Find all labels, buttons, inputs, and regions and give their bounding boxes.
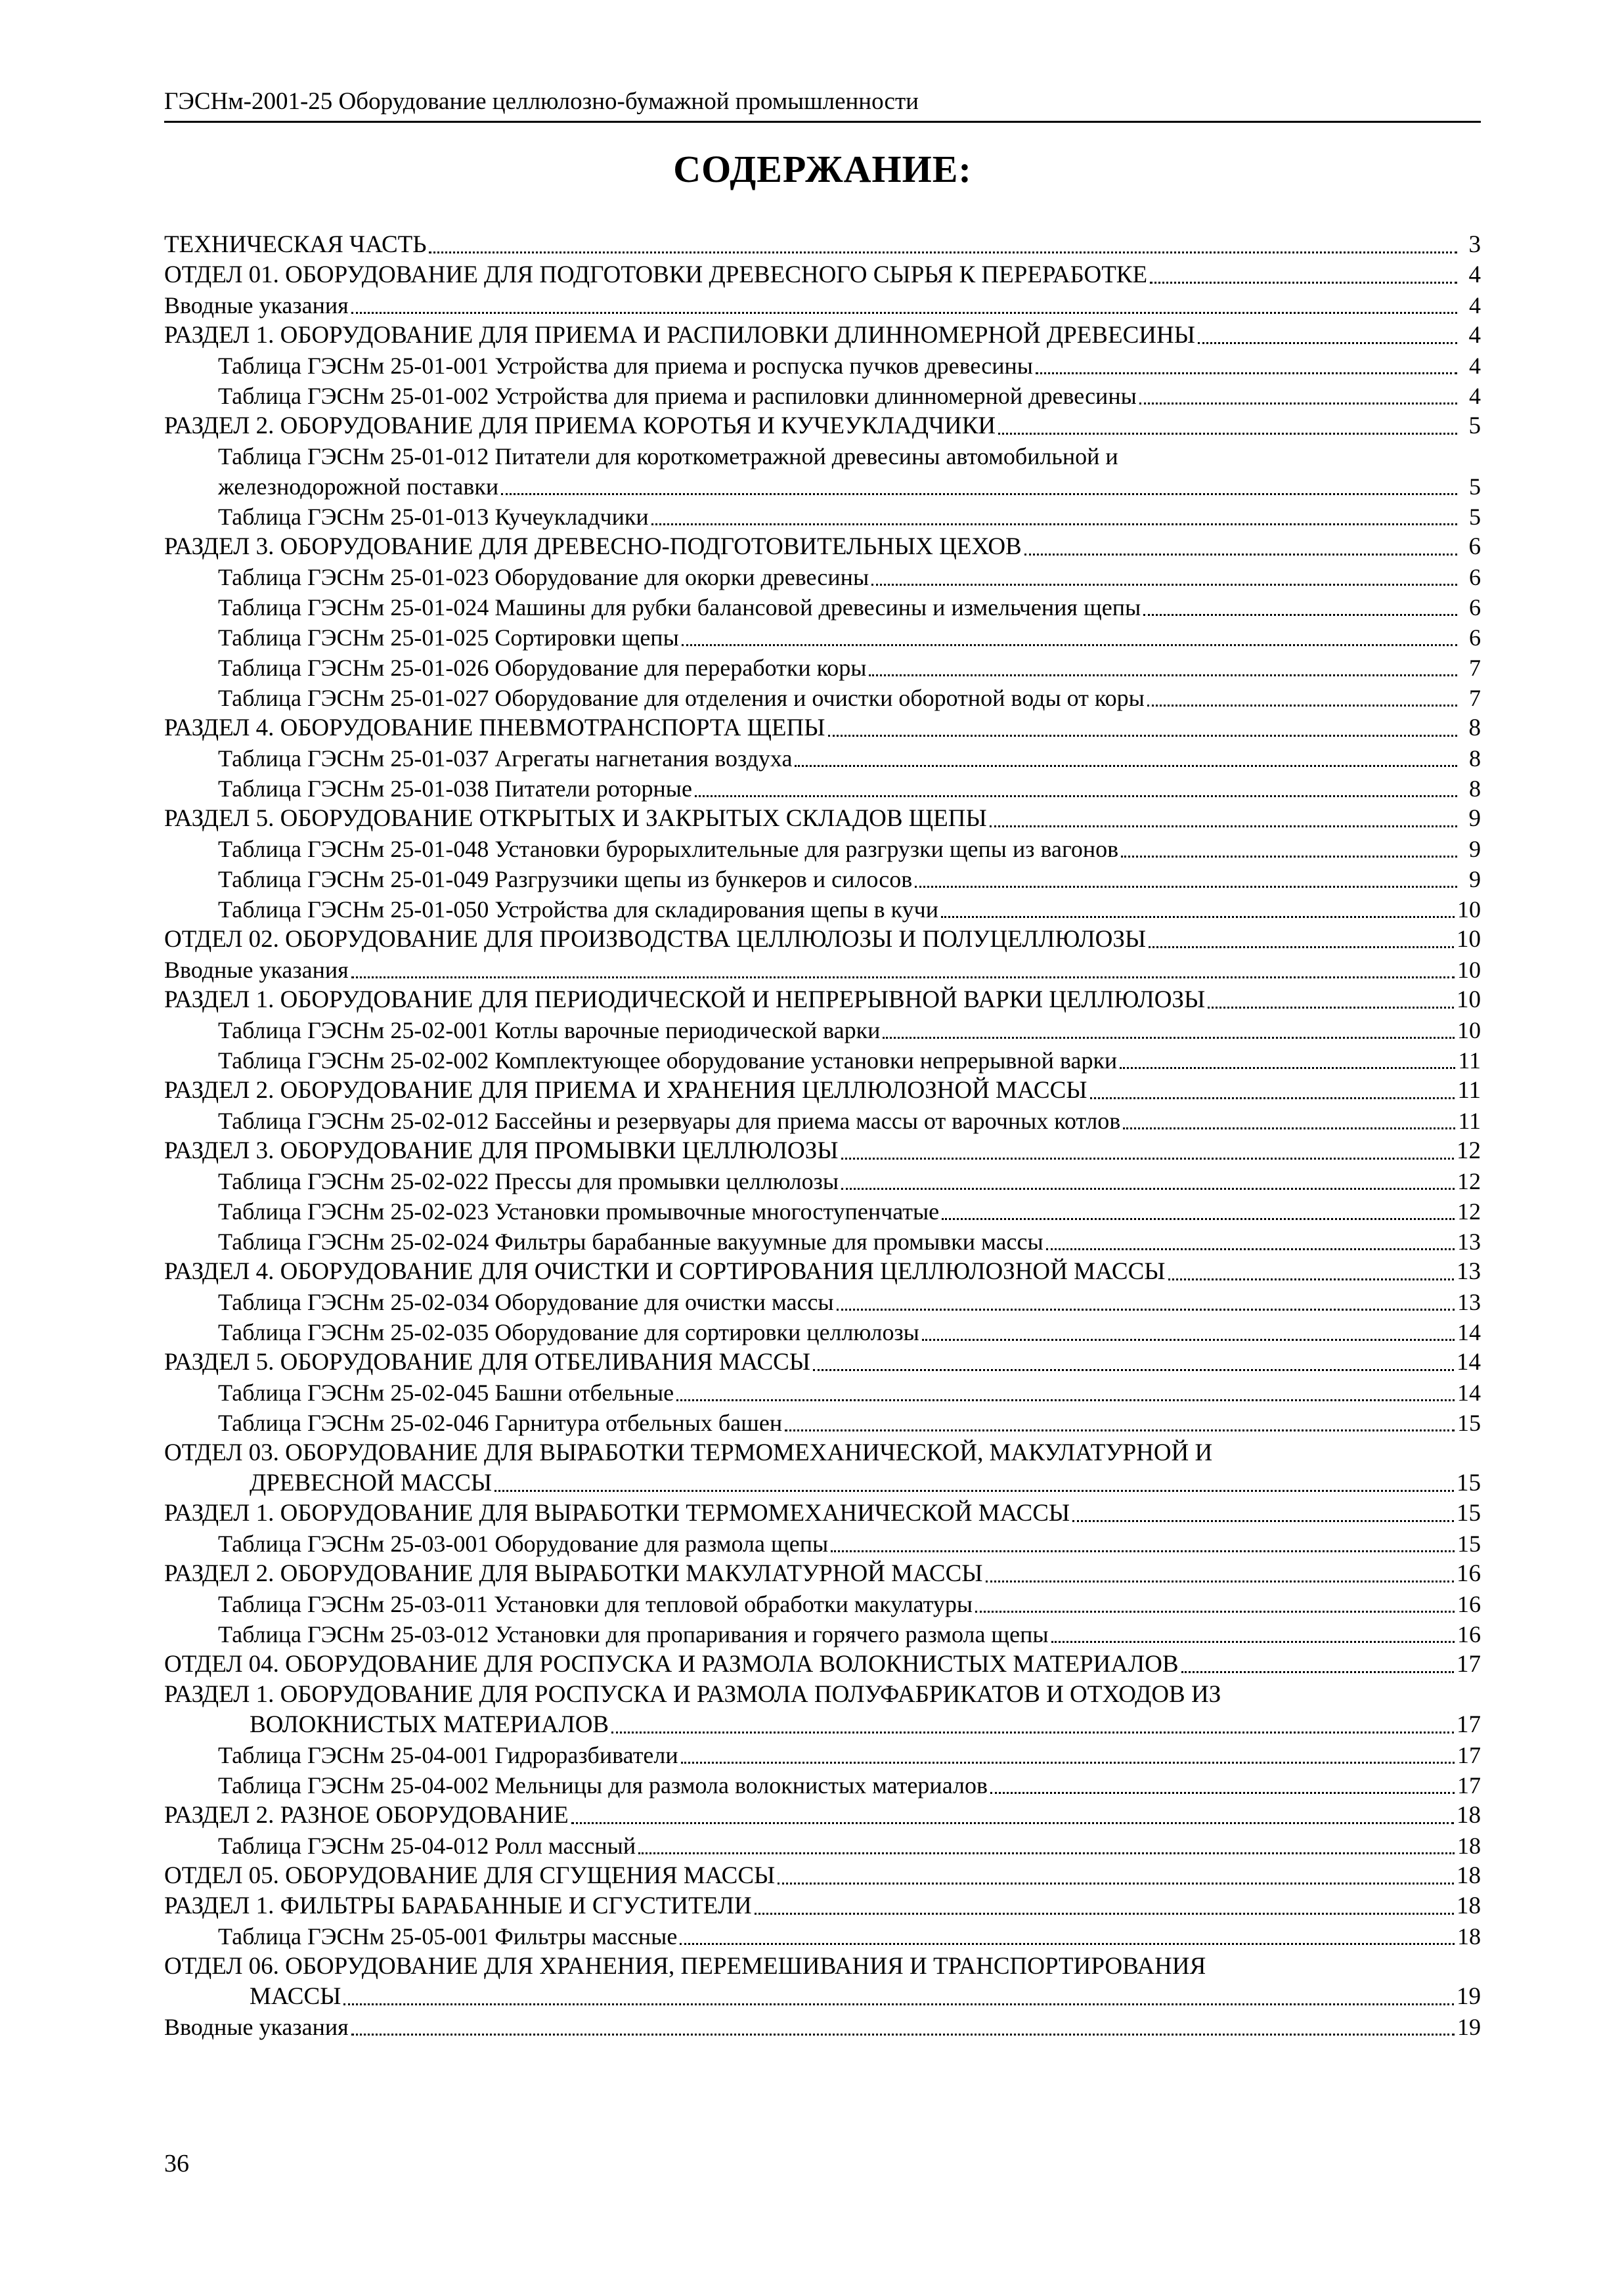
toc-entry-line: РАЗДЕЛ 1. ОБОРУДОВАНИЕ ДЛЯ РОСПУСКА И РАЗМОЛА ПОЛУФАБРИКАТОВ И ОТХОДОВ ИЗ [164, 1681, 1221, 1708]
toc-entry-title: Таблица ГЭСНм 25-05-001 Фильтры массные [218, 1923, 678, 1950]
toc-entry[interactable] [164, 1408, 1481, 1438]
toc-page-number: 16 [1457, 1621, 1481, 1647]
toc-entry-title: РАЗДЕЛ 1. ФИЛЬТРЫ БАРАБАННЫЕ И СГУСТИТЕЛИ [164, 1892, 752, 1919]
toc-page-number: 6 [1469, 564, 1481, 590]
toc-leader [915, 886, 1457, 888]
toc-leader [1208, 1007, 1454, 1009]
toc-leader [429, 251, 1457, 253]
toc-page-number: 5 [1469, 473, 1481, 500]
toc-entry[interactable] [164, 351, 1481, 381]
toc-entry-title: Таблица ГЭСНм 25-02-001 Котлы варочные периодической варки [218, 1017, 881, 1043]
toc-entry-title: РАЗДЕЛ 4. ОБОРУДОВАНИЕ ПНЕВМОТРАНСПОРТА ЩЕПЫ [164, 714, 825, 741]
toc-page-number: 12 [1457, 1168, 1481, 1194]
toc-leader [941, 916, 1455, 918]
toc-entry[interactable] [164, 1287, 1481, 1317]
toc-entry-title: Таблица ГЭСНм 25-01-027 Оборудование для отделения и очистки оборотной воды от коры [218, 685, 1145, 711]
toc-entry[interactable] [164, 562, 1481, 592]
toc-leader [922, 1339, 1455, 1341]
page-title: СОДЕРЖАНИЕ: [673, 148, 972, 190]
toc-leader [1036, 372, 1457, 374]
toc-entry[interactable] [164, 1257, 1481, 1287]
toc-entry[interactable] [164, 1529, 1481, 1559]
toc-entry[interactable] [164, 1227, 1481, 1257]
toc-entry[interactable] [164, 1136, 1481, 1166]
toc-leader [1121, 856, 1457, 858]
toc-leader [1149, 946, 1454, 948]
toc-leader [871, 584, 1457, 586]
toc-entry[interactable] [164, 1831, 1481, 1861]
toc-entry[interactable] [164, 1166, 1481, 1196]
toc-leader [638, 1852, 1455, 1854]
toc-page-number: 6 [1468, 533, 1481, 560]
toc-leader [494, 1490, 1454, 1492]
toc-entry[interactable] [164, 592, 1481, 622]
toc-leader [351, 976, 1455, 978]
toc-leader [1051, 1641, 1455, 1643]
toc-entry[interactable] [164, 290, 1481, 320]
toc-entry[interactable] [164, 1347, 1481, 1378]
toc-entry-title [218, 441, 1460, 502]
toc-leader [795, 765, 1457, 767]
toc-page-number: 19 [1457, 1983, 1481, 2010]
toc-entry-title: Таблица ГЭСНм 25-01-037 Агрегаты нагнетания воздуха [218, 745, 793, 772]
toc-entry[interactable] [164, 1559, 1481, 1589]
toc-entry[interactable] [164, 1951, 1481, 2012]
toc-leader [998, 433, 1457, 435]
toc-entry-continuation: МАССЫ [250, 1983, 341, 2010]
toc-page-number: 12 [1457, 1137, 1481, 1164]
toc-page-number: 6 [1469, 624, 1481, 651]
toc-entry-title: РАЗДЕЛ 5. ОБОРУДОВАНИЕ ОТКРЫТЫХ И ЗАКРЫТЫХ СКЛАДОВ ЩЕПЫ [164, 805, 987, 832]
toc-entry-title: Таблица ГЭСНм 25-01-001 Устройства для приема и роспуска пучков древесины [218, 353, 1033, 379]
toc-entry[interactable] [164, 502, 1481, 532]
toc-entry-title: РАЗДЕЛ 3. ОБОРУДОВАНИЕ ДЛЯ ДРЕВЕСНО-ПОДГОТОВИТЕЛЬНЫХ ЦЕХОВ [164, 533, 1022, 560]
toc-leader [837, 1309, 1455, 1311]
toc-entry[interactable] [164, 320, 1481, 351]
toc-entry[interactable] [164, 1045, 1481, 1076]
toc-leader [695, 795, 1457, 797]
toc-page-number: 8 [1468, 714, 1481, 741]
toc-page-number: 17 [1457, 1651, 1481, 1678]
toc-leader [1072, 1520, 1454, 1522]
toc-entry-line: ОТДЕЛ 03. ОБОРУДОВАНИЕ ДЛЯ ВЫРАБОТКИ ТЕРМОМЕХАНИЧЕСКОЙ, МАКУЛАТУРНОЙ И [164, 1439, 1213, 1466]
toc-entry-title: Вводные указания [164, 292, 349, 318]
toc-page-number: 6 [1469, 594, 1481, 621]
toc-entry-title: Таблица ГЭСНм 25-02-035 Оборудование для сортировки целлюлозы [218, 1319, 919, 1345]
toc-entry-title: Таблица ГЭСНм 25-02-022 Прессы для промывки целлюлозы [218, 1168, 839, 1194]
toc-entry[interactable] [164, 1378, 1481, 1408]
toc-page-number: 10 [1457, 957, 1481, 983]
toc-page-number: 19 [1457, 2014, 1481, 2040]
toc-entry-title: Таблица ГЭСНм 25-02-012 Бассейны и резервуары для приема массы от варочных котлов [218, 1108, 1121, 1134]
toc-leader [755, 1913, 1454, 1915]
toc-entry[interactable] [164, 925, 1481, 955]
toc-entry-title: РАЗДЕЛ 5. ОБОРУДОВАНИЕ ДЛЯ ОТБЕЛИВАНИЯ МАССЫ [164, 1349, 811, 1376]
toc-page-number: 15 [1457, 1470, 1481, 1496]
toc-entry[interactable] [164, 1800, 1481, 1831]
toc-entry[interactable] [164, 743, 1481, 774]
toc-page-number: 7 [1469, 655, 1481, 681]
toc-leader [990, 825, 1457, 827]
toc-leader [828, 735, 1458, 737]
toc-entry-title: Таблица ГЭСНм 25-04-001 Гидроразбиватели [218, 1742, 678, 1768]
toc-entry-title: Таблица ГЭСНм 25-03-011 Установки для тепловой обработки макулатуры [218, 1591, 973, 1617]
toc-entry-title: РАЗДЕЛ 2. ОБОРУДОВАНИЕ ДЛЯ ВЫРАБОТКИ МАКУЛАТУРНОЙ МАССЫ [164, 1560, 983, 1587]
toc-entry[interactable] [164, 622, 1481, 653]
toc-entry[interactable] [164, 2012, 1481, 2042]
toc-entry-title: ТЕХНИЧЕСКАЯ ЧАСТЬ [164, 231, 427, 258]
toc-entry[interactable] [164, 1649, 1481, 1680]
toc-page-number: 11 [1458, 1047, 1481, 1074]
toc-page-number: 4 [1469, 383, 1481, 409]
toc-entry-title: Таблица ГЭСНм 25-04-002 Мельницы для размола волокнистых материалов [218, 1772, 988, 1798]
toc-leader [942, 1218, 1455, 1220]
toc-leader [681, 1762, 1455, 1764]
toc-leader [1120, 1067, 1455, 1069]
toc-entry-title: РАЗДЕЛ 1. ОБОРУДОВАНИЕ ДЛЯ ПРИЕМА И РАСПИЛОВКИ ДЛИННОМЕРНОЙ ДРЕВЕСИНЫ [164, 322, 1195, 349]
toc-page-number: 11 [1458, 1108, 1481, 1134]
toc-leader [676, 1399, 1455, 1401]
toc-entry[interactable] [164, 1015, 1481, 1045]
toc-entry[interactable] [164, 1619, 1481, 1649]
toc-leader [1046, 1248, 1455, 1250]
toc-page-number: 18 [1457, 1862, 1481, 1889]
toc-entry-title [164, 1438, 1457, 1498]
toc-entry-line: Таблица ГЭСНм 25-01-012 Питатели для короткометражной древесины автомобильной и [218, 443, 1118, 469]
toc-entry[interactable] [164, 683, 1481, 713]
toc-page-number: 18 [1457, 1892, 1481, 1919]
toc-entry-title: Таблица ГЭСНм 25-01-050 Устройства для складирования щепы в кучи [218, 896, 939, 923]
toc-entry[interactable] [164, 864, 1481, 894]
toc-page-number: 10 [1457, 926, 1481, 953]
toc-entry-title: ОТДЕЛ 04. ОБОРУДОВАНИЕ ДЛЯ РОСПУСКА И РАЗМОЛА ВОЛОКНИСТЫХ МАТЕРИАЛОВ [164, 1651, 1179, 1678]
toc-leader [682, 644, 1457, 646]
toc-entry-continuation: ДРЕВЕСНОЙ МАССЫ [250, 1470, 493, 1496]
toc-leader [990, 1792, 1455, 1794]
toc-leader [1150, 282, 1457, 284]
toc-entry-line: ОТДЕЛ 06. ОБОРУДОВАНИЕ ДЛЯ ХРАНЕНИЯ, ПЕРЕМЕШИВАНИЯ И ТРАНСПОРТИРОВАНИЯ [164, 1953, 1206, 1980]
toc-entry[interactable] [164, 381, 1481, 411]
toc-entry-title: ОТДЕЛ 05. ОБОРУДОВАНИЕ ДЛЯ СГУЩЕНИЯ МАССЫ [164, 1862, 776, 1889]
toc-entry[interactable] [164, 1438, 1481, 1498]
toc-entry[interactable] [164, 1498, 1481, 1529]
toc-entry-continuation: ВОЛОКНИСТЫХ МАТЕРИАЛОВ [250, 1711, 609, 1738]
toc-leader [1024, 554, 1457, 556]
toc-page-number: 13 [1457, 1229, 1481, 1255]
toc-entry-title: РАЗДЕЛ 4. ОБОРУДОВАНИЕ ДЛЯ ОЧИСТКИ И СОРТИРОВАНИЯ ЦЕЛЛЮЛОЗНОЙ МАССЫ [164, 1258, 1166, 1285]
toc-entry-line [164, 1468, 1457, 1498]
toc-entry[interactable] [164, 955, 1481, 985]
toc-entry[interactable] [164, 1891, 1481, 1921]
toc-entry-title: Таблица ГЭСНм 25-02-046 Гарнитура отбельных башен [218, 1410, 783, 1436]
toc-entry[interactable] [164, 774, 1481, 804]
toc-leader [883, 1037, 1455, 1039]
toc-entry[interactable] [164, 1740, 1481, 1770]
toc-entry-title: Таблица ГЭСНм 25-02-045 Башни отбельные [218, 1380, 674, 1406]
toc-page-number: 11 [1457, 1077, 1481, 1104]
toc-entry[interactable] [164, 1106, 1481, 1136]
toc-entry-title: Таблица ГЭСНм 25-01-049 Разгрузчики щепы из бункеров и силосов [218, 866, 913, 892]
toc-entry-title: ОТДЕЛ 01. ОБОРУДОВАНИЕ ДЛЯ ПОДГОТОВКИ ДРЕВЕСНОГО СЫРЬЯ К ПЕРЕРАБОТКЕ [164, 261, 1148, 288]
toc-entry-title: РАЗДЕЛ 2. ОБОРУДОВАНИЕ ДЛЯ ПРИЕМА КОРОТЬЯ И КУЧЕУКЛАДЧИКИ [164, 412, 996, 439]
toc-entry-title: ОТДЕЛ 02. ОБОРУДОВАНИЕ ДЛЯ ПРОИЗВОДСТВА ЦЕЛЛЮЛОЗЫ И ПОЛУЦЕЛЛЮЛОЗЫ [164, 926, 1147, 953]
toc-entry-line [164, 1710, 1457, 1740]
toc-page-number: 18 [1457, 1833, 1481, 1859]
toc-page-number: 4 [1469, 353, 1481, 379]
toc-page-number: 4 [1469, 292, 1481, 318]
toc-page-number: 12 [1457, 1198, 1481, 1225]
toc-entry-line [164, 1982, 1457, 2012]
toc-entry[interactable] [164, 1076, 1481, 1106]
toc-entry[interactable] [164, 804, 1481, 834]
toc-entry[interactable] [164, 532, 1481, 562]
toc-entry-title: Таблица ГЭСНм 25-01-024 Машины для рубки балансовой древесины и измельчения щепы [218, 594, 1141, 621]
toc-entry-title: Таблица ГЭСНм 25-02-002 Комплектующее оборудование установки непрерывной варки [218, 1047, 1118, 1074]
toc-leader [1168, 1278, 1454, 1280]
toc-leader [831, 1550, 1455, 1552]
toc-leader [785, 1429, 1455, 1431]
toc-leader [501, 493, 1457, 495]
toc-page-number: 10 [1457, 1017, 1481, 1043]
toc-entry-title: Таблица ГЭСНм 25-04-012 Ролл массный [218, 1833, 636, 1859]
toc-page-number: 18 [1457, 1923, 1481, 1950]
toc-leader [680, 1943, 1455, 1945]
toc-leader [1139, 403, 1457, 404]
toc-entry[interactable] [164, 1770, 1481, 1800]
toc-leader [651, 523, 1457, 525]
toc-entry[interactable] [164, 260, 1481, 290]
toc-leader [351, 2034, 1455, 2036]
toc-page-number: 4 [1468, 322, 1481, 349]
toc-leader [1181, 1671, 1454, 1673]
toc-leader [1143, 614, 1457, 616]
toc-entry[interactable] [164, 894, 1481, 925]
toc-entry-title: РАЗДЕЛ 1. ОБОРУДОВАНИЕ ДЛЯ ВЫРАБОТКИ ТЕРМОМЕХАНИЧЕСКОЙ МАССЫ [164, 1500, 1070, 1527]
toc-entry-title: РАЗДЕЛ 1. ОБОРУДОВАНИЕ ДЛЯ ПЕРИОДИЧЕСКОЙ И НЕПРЕРЫВНОЙ ВАРКИ ЦЕЛЛЮЛОЗЫ [164, 986, 1206, 1013]
toc-entry-title [164, 1680, 1457, 1740]
toc-leader [986, 1580, 1454, 1582]
toc-page-number: 17 [1457, 1742, 1481, 1768]
toc-entry[interactable] [164, 1317, 1481, 1347]
toc-page-number: 14 [1457, 1380, 1481, 1406]
toc-entry-continuation: железнодорожной поставки [218, 473, 499, 500]
toc-entry-line [218, 471, 1460, 502]
toc-entry[interactable] [164, 653, 1481, 683]
toc-page-number: 16 [1457, 1560, 1481, 1587]
toc-entry-title: Таблица ГЭСНм 25-01-013 Кучеукладчики [218, 504, 649, 530]
toc-leader [1123, 1127, 1455, 1129]
toc-entry[interactable] [164, 713, 1481, 743]
toc-leader [869, 674, 1457, 676]
page-number: 36 [164, 2150, 189, 2177]
toc-entry[interactable] [164, 1680, 1481, 1740]
toc-entry[interactable] [164, 1861, 1481, 1891]
toc-page-number: 9 [1468, 805, 1481, 832]
toc-entry-title: Таблица ГЭСНм 25-01-023 Оборудование для окорки древесины [218, 564, 869, 590]
toc-page-number: 9 [1469, 836, 1481, 862]
toc-leader [1090, 1097, 1455, 1099]
running-header: ГЭСНм-2001-25 Оборудование целлюлозно-бумажной промышленности [164, 87, 1481, 123]
toc-entry[interactable] [164, 834, 1481, 864]
toc-entry-title: Таблица ГЭСНм 25-03-001 Оборудование для размола щепы [218, 1531, 829, 1557]
toc-leader [351, 312, 1457, 314]
toc-entry[interactable] [164, 1921, 1481, 1951]
toc-entry[interactable] [164, 411, 1481, 441]
toc-page-number: 17 [1457, 1711, 1481, 1738]
toc-leader [841, 1188, 1455, 1190]
toc-entry[interactable] [164, 1589, 1481, 1619]
toc-page-number: 8 [1469, 745, 1481, 772]
toc-page-number: 17 [1457, 1772, 1481, 1798]
toc-entry[interactable] [164, 1196, 1481, 1227]
toc-entry-title: РАЗДЕЛ 2. РАЗНОЕ ОБОРУДОВАНИЕ [164, 1802, 569, 1829]
toc-page-number: 8 [1469, 775, 1481, 802]
toc-page-number: 4 [1468, 261, 1481, 288]
toc-leader [611, 1732, 1454, 1733]
toc-entry-title: Таблица ГЭСНм 25-02-023 Установки промывочные многоступенчатые [218, 1198, 940, 1225]
toc-page-number: 10 [1457, 896, 1481, 923]
toc-entry-title: Таблица ГЭСНм 25-02-034 Оборудование для очистки массы [218, 1289, 834, 1315]
toc-page-number: 9 [1469, 866, 1481, 892]
toc-page-number: 15 [1457, 1531, 1481, 1557]
toc-entry-title: Таблица ГЭСНм 25-03-012 Установки для пропаривания и горячего размола щепы [218, 1621, 1049, 1647]
toc-leader [1147, 705, 1457, 707]
toc-leader [1198, 342, 1457, 344]
toc-entry-title: Таблица ГЭСНм 25-02-024 Фильтры барабанные вакуумные для промывки массы [218, 1229, 1043, 1255]
toc-entry-title: Таблица ГЭСНм 25-01-002 Устройства для приема и распиловки длинномерной древесины [218, 383, 1137, 409]
toc-entry[interactable] [164, 985, 1481, 1015]
toc-entry-title: РАЗДЕЛ 2. ОБОРУДОВАНИЕ ДЛЯ ПРИЕМА И ХРАНЕНИЯ ЦЕЛЛЮЛОЗНОЙ МАССЫ [164, 1077, 1087, 1104]
toc-entry[interactable] [164, 230, 1481, 260]
toc-leader [841, 1158, 1454, 1160]
table-of-contents [164, 230, 1481, 2042]
toc-page-number: 3 [1468, 231, 1481, 258]
toc-leader [813, 1369, 1454, 1371]
toc-leader [571, 1822, 1454, 1824]
toc-page-number: 18 [1457, 1802, 1481, 1829]
toc-page-number: 10 [1457, 986, 1481, 1013]
toc-entry[interactable] [164, 441, 1481, 502]
toc-page-number: 13 [1457, 1258, 1481, 1285]
toc-leader [778, 1883, 1454, 1885]
toc-page-number: 15 [1457, 1410, 1481, 1436]
toc-leader [975, 1611, 1455, 1613]
toc-page-number: 15 [1457, 1500, 1481, 1527]
toc-entry-title: Вводные указания [164, 957, 349, 983]
toc-page-number: 5 [1469, 504, 1481, 530]
toc-entry-title: РАЗДЕЛ 3. ОБОРУДОВАНИЕ ДЛЯ ПРОМЫВКИ ЦЕЛЛЮЛОЗЫ [164, 1137, 839, 1164]
toc-entry-title: Таблица ГЭСНм 25-01-038 Питатели роторные [218, 775, 692, 802]
toc-entry-title: Вводные указания [164, 2014, 349, 2040]
toc-page-number: 13 [1457, 1289, 1481, 1315]
toc-page-number: 7 [1469, 685, 1481, 711]
toc-leader [343, 2003, 1454, 2005]
toc-page-number: 14 [1457, 1319, 1481, 1345]
toc-entry-title: Таблица ГЭСНм 25-01-048 Установки бурорыхлительные для разгрузки щепы из вагонов [218, 836, 1119, 862]
toc-page-number: 5 [1468, 412, 1481, 439]
toc-entry-title: Таблица ГЭСНм 25-01-025 Сортировки щепы [218, 624, 679, 651]
toc-page-number: 16 [1457, 1591, 1481, 1617]
toc-entry-title [164, 1951, 1457, 2012]
toc-page-number: 14 [1457, 1349, 1481, 1376]
toc-entry-title: Таблица ГЭСНм 25-01-026 Оборудование для переработки коры [218, 655, 867, 681]
